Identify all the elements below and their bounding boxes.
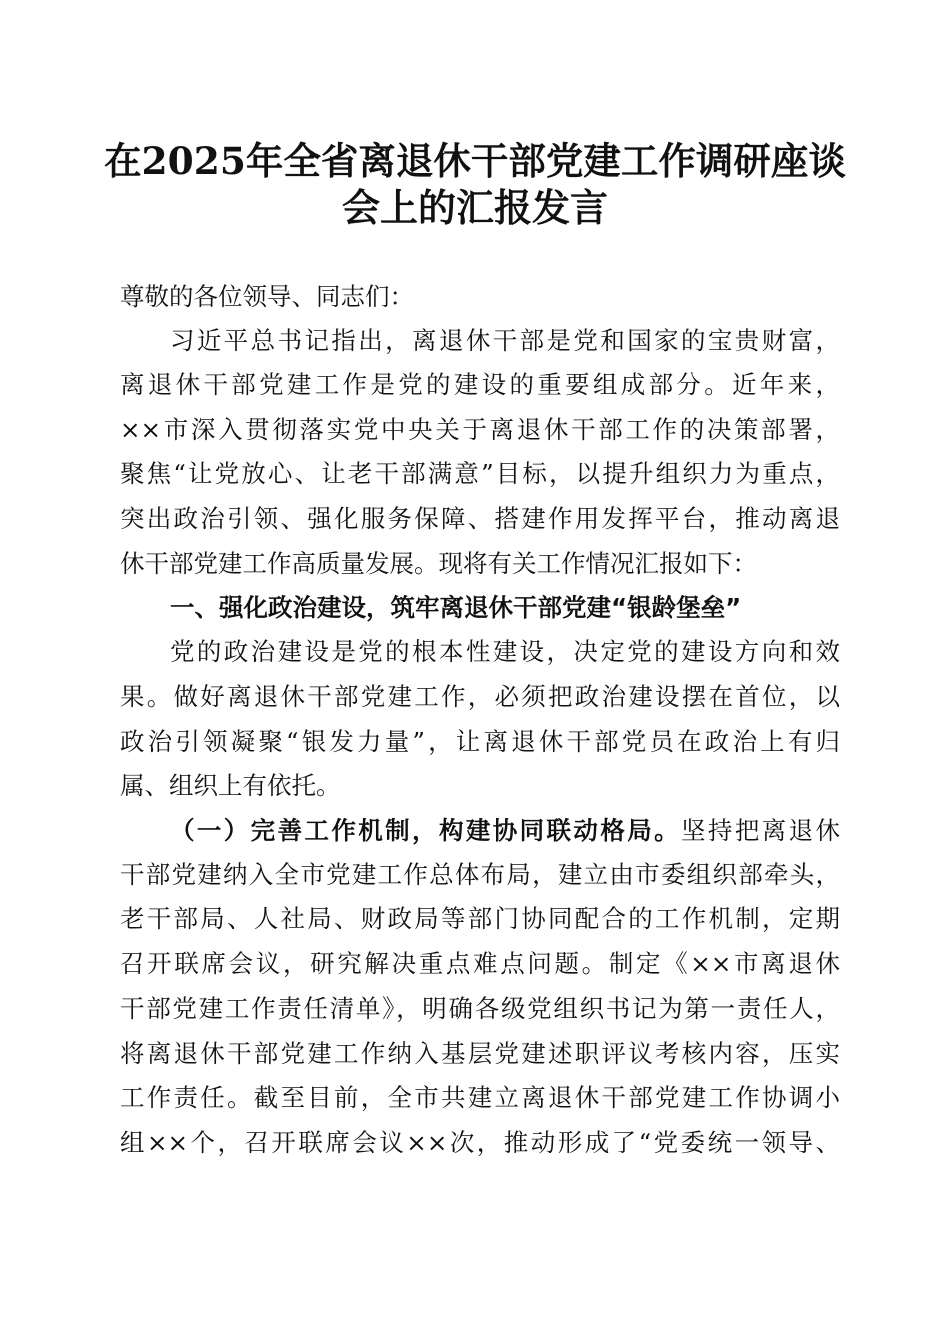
document-title-line-1: 在2025年全省离退休干部党建工作调研座谈: [104, 139, 846, 183]
subsection-line: 工作责任。截至目前，全市共建立离退休干部党建工作协调小: [120, 1083, 840, 1112]
section-paragraph-line: 政治引领凝聚“银发力量”，让离退休干部党员在政治上有归: [120, 727, 840, 756]
subsection-line: 将离退休干部党建工作纳入基层党建述职评议考核内容，压实: [120, 1039, 840, 1068]
subsection-line: 干部党建工作责任清单》，明确各级党组织书记为第一责任人，: [120, 994, 840, 1023]
intro-line: 离退休干部党建工作是党的建设的重要组成部分。近年来，: [120, 370, 840, 399]
intro-line: 休干部党建工作高质量发展。现将有关工作情况汇报如下：: [120, 549, 757, 578]
subsection-line: 召开联席会议，研究解决重点难点问题。制定《××市离退休: [120, 949, 840, 978]
intro-line: 习近平总书记指出，离退休干部是党和国家的宝贵财富，: [170, 326, 840, 355]
section-heading: 一、强化政治建设，筑牢离退休干部党建“银龄堡垒”: [170, 593, 742, 622]
section-paragraph-line: 果。做好离退休干部党建工作，必须把政治建设摆在首位，以: [120, 682, 840, 711]
subsection-first-line: [170, 816, 840, 846]
section-paragraph-line: 属、组织上有依托。: [120, 771, 341, 800]
subsection-line: 老干部局、人社局、财政局等部门协同配合的工作机制，定期: [120, 904, 840, 933]
subsection-first-line-text: 坚持把离退休: [681, 816, 841, 845]
subsection-line: 干部党建纳入全市党建工作总体布局，建立由市委组织部牵头，: [120, 860, 840, 889]
intro-line: ××市深入贯彻落实党中央关于离退休干部工作的决策部署，: [120, 415, 840, 444]
subsection-heading: （一）完善工作机制，构建协同联动格局。: [170, 816, 682, 845]
document-title-line-2: 会上的汇报发言: [341, 185, 608, 230]
section-paragraph-line: 党的政治建设是党的根本性建设，决定党的建设方向和效: [170, 637, 840, 666]
subsection-line: 组××个，召开联席会议××次，推动形成了“党委统一领导、: [120, 1128, 840, 1157]
intro-line: 突出政治引领、强化服务保障、搭建作用发挥平台，推动离退: [120, 504, 840, 533]
intro-line: 聚焦“让党放心、让老干部满意”目标，以提升组织力为重点，: [120, 459, 840, 488]
salutation: 尊敬的各位领导、同志们：: [120, 282, 414, 311]
